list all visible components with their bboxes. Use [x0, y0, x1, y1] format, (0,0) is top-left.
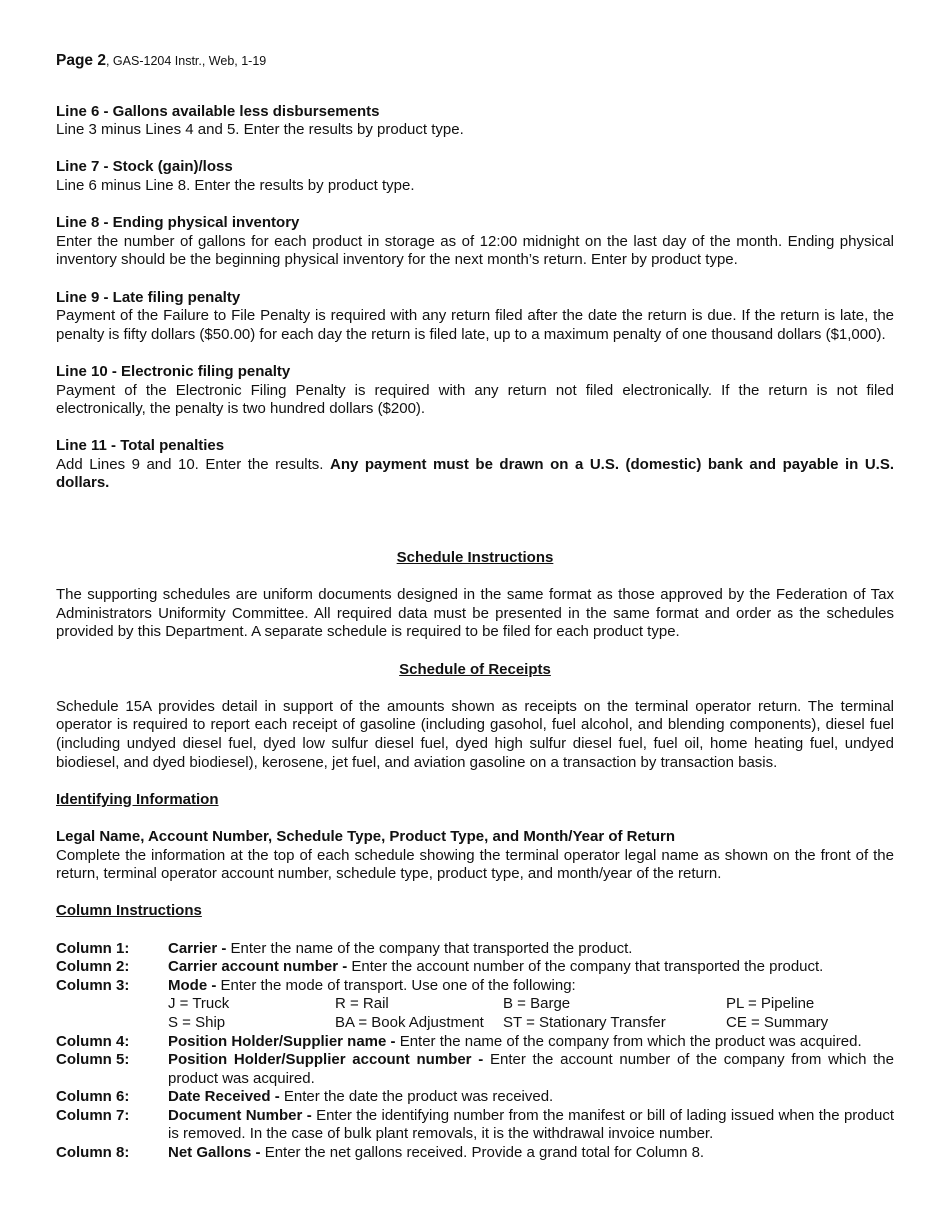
column-text: Enter the date the product was received. [283, 1088, 554, 1106]
column-label: Column 4: [56, 1032, 130, 1050]
schedule-of-receipts-body: Schedule 15A provides detail in support of the amounts shown as receipts on the terminal operator return. The terminal operator is required to report each receipt of gasoline (including gasohol, fuel alcohol, and blending components), diesel fuel (including undyed diesel fuel, dyed low sulfur diesel fuel, dyed high sulfur diesel fuel, fuel oil, home heating fuel, undyed biodiesel, and dyed biodiesel), kerosene, jet fuel, and aviation gasoline on a transaction by transaction basis. [56, 697, 894, 771]
column-text: Enter the account number of the company from which the product was acquired. [168, 1051, 894, 1087]
column-row [56, 940, 894, 959]
section-title: Line 8 - Ending physical inventory [56, 214, 300, 232]
column-description [168, 940, 894, 959]
mode-code: S = Ship [168, 1013, 226, 1031]
line-10-section [56, 363, 894, 419]
column-row [56, 1033, 894, 1052]
section-title: Line 9 - Late filing penalty [56, 288, 241, 306]
column-label: Column 1: [56, 939, 130, 957]
section-body-text: Add Lines 9 and 10. Enter the results. [56, 455, 330, 473]
section-body: Line 3 minus Lines 4 and 5. Enter the results by product type. [56, 121, 464, 139]
column-label: Column 6: [56, 1088, 130, 1106]
column-term: Position Holder/Supplier name - [168, 1032, 400, 1050]
mode-code: PL = Pipeline [726, 995, 815, 1013]
section-body: Payment of the Failure to File Penalty is required with any return filed after the date the return is due. If the return is late, the penalty is fifty dollars ($50.00) for each day the return is filed late, up to a maximum penalty of one thousand dollars ($1,000). [56, 307, 894, 343]
line-7-section [56, 158, 894, 195]
mode-code: ST = Stationary Transfer [503, 1013, 666, 1031]
column-term: Carrier account number - [168, 958, 352, 976]
column-term: Position Holder/Supplier account number - [168, 1051, 490, 1069]
mode-code: CE = Summary [726, 1013, 829, 1031]
schedule-instructions-body: The supporting schedules are uniform documents designed in the same format as those approved by the Federation of Tax Administrators Uniformity Committee. All required data must be presented in the same format and order as the schedules provided by this Department. A separate schedule is required to be filed for each product type. [56, 586, 894, 641]
line-8-section [56, 214, 894, 270]
mode-codes [168, 995, 894, 1032]
column-text: Enter the identifying number from the manifest or bill of lading issued when the product is removed. In the case of bulk plant removals, it is the withdrawal invoice number. [168, 1106, 894, 1143]
column-text: Enter the account number of the company that transported the product. [351, 958, 824, 976]
column-row [56, 1107, 894, 1144]
column-instructions-heading: Column Instructions [56, 902, 202, 920]
section-body: Line 6 minus Line 8. Enter the results by product type. [56, 176, 415, 194]
section-body: Enter the number of gallons for each product in storage as of 12:00 midnight on the last day of the month. Ending physical inventory should be the beginning physical inventory for the next month’s return. Enter by product type. [56, 232, 894, 269]
column-text: Enter the mode of transport. Use one of the following: [220, 976, 576, 994]
line-11-section [56, 437, 894, 493]
column-term: Date Received - [168, 1088, 284, 1106]
identifying-information-section [56, 828, 894, 884]
column-row [56, 958, 894, 977]
document-page [56, 52, 894, 1163]
column-term: Net Gallons - [168, 1144, 265, 1162]
payment-notice: Any payment must be drawn on a U.S. (domestic) bank and payable in U.S. dollars. [56, 455, 894, 492]
section-title: Line 10 - Electronic filing penalty [56, 362, 291, 380]
schedule-of-receipts-heading: Schedule of Receipts [399, 660, 551, 678]
section-body: Payment of the Electronic Filing Penalty is required with any return not filed electronically. If the return is not filed electronically, the penalty is two hundred dollars ($200). [56, 381, 894, 418]
line-9-section [56, 289, 894, 345]
column-row [56, 1144, 894, 1163]
column-row [56, 1051, 894, 1088]
column-description [168, 1051, 894, 1088]
column-row [56, 977, 894, 1033]
section-title: Line 6 - Gallons available less disbursements [56, 102, 380, 120]
column-label: Column 8: [56, 1144, 130, 1162]
form-identifier: , GAS-1204 Instr., Web, 1-19 [105, 54, 267, 68]
section-body: Complete the information at the top of each schedule showing the terminal operator legal name as shown on the front of the return, terminal operator account number, schedule type, product type, and month/year of the return. [56, 846, 894, 883]
mode-code: B = Barge [503, 995, 571, 1013]
column-label: Column 5: [56, 1051, 130, 1069]
column-description [168, 1033, 894, 1052]
column-text: Enter the name of the company from which the product was acquired. [399, 1032, 862, 1050]
column-label: Column 2: [56, 958, 130, 976]
column-description [168, 977, 894, 1033]
section-title: Line 7 - Stock (gain)/loss [56, 158, 233, 176]
column-description [168, 1088, 894, 1107]
column-term: Document Number - [168, 1106, 317, 1124]
section-title: Line 11 - Total penalties [56, 437, 225, 455]
column-instructions-table [56, 940, 894, 1163]
schedule-instructions-heading: Schedule Instructions [396, 549, 554, 567]
column-row [56, 1088, 894, 1107]
column-term: Mode - [168, 976, 221, 994]
column-description [168, 1107, 894, 1144]
column-term: Carrier - [168, 939, 231, 957]
page-header [56, 52, 894, 71]
line-6-section [56, 103, 894, 140]
spacer [56, 493, 894, 549]
column-label: Column 7: [56, 1106, 130, 1124]
section-title: Legal Name, Account Number, Schedule Type, Product Type, and Month/Year of Return [56, 827, 675, 845]
column-description [168, 1144, 894, 1163]
mode-code: BA = Book Adjustment [335, 1013, 484, 1031]
identifying-information-heading: Identifying Information [56, 790, 219, 808]
mode-code: R = Rail [335, 995, 389, 1013]
mode-code: J = Truck [168, 995, 230, 1013]
column-text: Enter the net gallons received. Provide a grand total for Column 8. [264, 1144, 705, 1162]
column-text: Enter the name of the company that transported the product. [230, 939, 633, 957]
section-body [56, 456, 894, 493]
column-description-line [168, 977, 894, 996]
column-label: Column 3: [56, 976, 130, 994]
column-description [168, 958, 894, 977]
page-number: Page 2 [56, 52, 106, 69]
